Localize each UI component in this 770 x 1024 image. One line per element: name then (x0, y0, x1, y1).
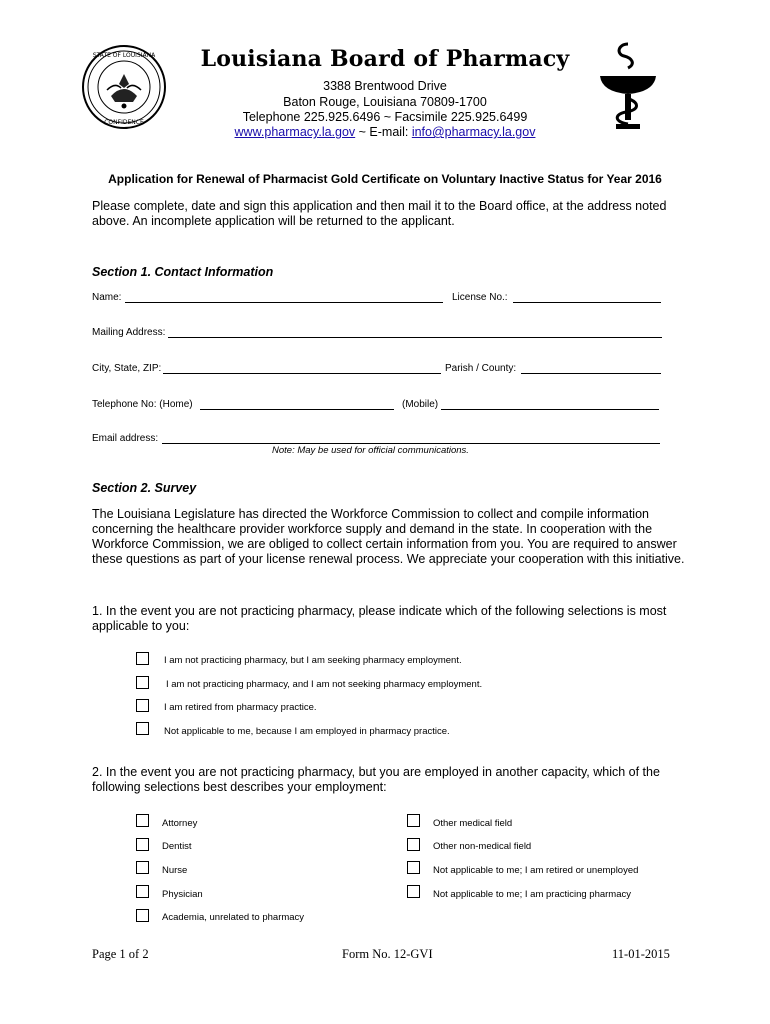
question-2: 2. In the event you are not practicing pharmacy, but you are employed in another capacity, which of the following selections best describes your employment: (92, 765, 660, 794)
svg-text:STATE OF LOUISIANA: STATE OF LOUISIANA (92, 52, 156, 59)
q2-retired-unemployed-label: Not applicable to me; I am retired or unemployed (433, 865, 639, 876)
email-address-field[interactable] (162, 443, 660, 444)
svg-text:CONFIDENCE: CONFIDENCE (104, 119, 144, 126)
q2-attorney-label: Attorney (162, 818, 198, 829)
q2-other-medical-label: Other medical field (433, 818, 513, 829)
page-number: Page 1 of 2 (92, 947, 149, 961)
email-address-label: Email address: (92, 433, 159, 444)
q2-academia-checkbox[interactable] (136, 909, 149, 922)
board-title: Louisiana Board of Pharmacy (200, 46, 570, 72)
q2-other-non-medical-checkbox[interactable] (407, 838, 420, 851)
phone-fax-line: Telephone 225.925.6496 ~ Facsimile 225.925.6499 (242, 110, 528, 124)
q1-option-1-label: I am not practicing pharmacy, but I am seeking pharmacy employment. (164, 655, 462, 666)
address-line-2: Baton Rouge, Louisiana 70809-1700 (283, 95, 487, 109)
q1-option-4-label: Not applicable to me, because I am employed in pharmacy practice. (164, 726, 450, 737)
email-separator: ~ E-mail: (355, 125, 412, 139)
section1-heading: Section 1. Contact Information (92, 265, 274, 279)
parish-county-label: Parish / County: (445, 363, 517, 374)
home-phone-field[interactable] (200, 409, 394, 410)
city-state-zip-field[interactable] (163, 373, 441, 374)
instructions: Please complete, date and sign this application and then mail it to the Board office, at the address noted above. An incomplete application will be returned to the applicant. (92, 199, 667, 228)
parish-county-field[interactable] (521, 373, 661, 374)
q1-option-1-checkbox[interactable] (136, 652, 149, 665)
q2-nurse-checkbox[interactable] (136, 861, 149, 874)
q2-practicing-pharmacy-checkbox[interactable] (407, 885, 420, 898)
form-number: Form No. 12-GVI (342, 947, 433, 961)
contact-links (0, 124, 770, 140)
email-note: Note: May be used for official communications. (272, 445, 469, 456)
section2-heading: Section 2. Survey (92, 481, 197, 495)
q1-option-3-checkbox[interactable] (136, 699, 149, 712)
q2-physician-label: Physician (162, 889, 203, 900)
city-state-zip-label: City, State, ZIP: (92, 363, 162, 374)
name-label: Name: (92, 292, 122, 303)
q2-physician-checkbox[interactable] (136, 885, 149, 898)
q1-option-2-label: I am not practicing pharmacy, and I am not seeking pharmacy employment. (166, 679, 483, 690)
mailing-address-label: Mailing Address: (92, 327, 166, 338)
email-link[interactable]: info@pharmacy.la.gov (411, 125, 536, 139)
q2-attorney-checkbox[interactable] (136, 814, 149, 827)
question-1: 1. In the event you are not practicing pharmacy, please indicate which of the following selections is most applicable to you: (92, 604, 667, 633)
q2-other-non-medical-label: Other non-medical field (433, 841, 532, 852)
website-link[interactable]: www.pharmacy.la.gov (234, 125, 356, 139)
q2-nurse-label: Nurse (162, 865, 188, 876)
q2-retired-unemployed-checkbox[interactable] (407, 861, 420, 874)
name-field[interactable] (125, 302, 443, 303)
address-line-1: 3388 Brentwood Drive (323, 79, 447, 93)
license-field[interactable] (513, 302, 661, 303)
q2-academia-label: Academia, unrelated to pharmacy (162, 912, 305, 923)
mobile-phone-label: (Mobile) (402, 399, 439, 410)
document-title: Application for Renewal of Pharmacist Gold Certificate on Voluntary Inactive Status for Year 2016 (108, 172, 662, 186)
mobile-phone-field[interactable] (441, 409, 659, 410)
form-date: 11-01-2015 (612, 947, 670, 961)
q2-practicing-pharmacy-label: Not applicable to me; I am practicing pharmacy (433, 889, 632, 900)
q1-option-2-checkbox[interactable] (136, 676, 149, 689)
q2-dentist-label: Dentist (162, 841, 192, 852)
home-phone-label: Telephone No: (Home) (92, 399, 193, 410)
q1-option-3-label: I am retired from pharmacy practice. (164, 702, 317, 713)
q2-other-medical-checkbox[interactable] (407, 814, 420, 827)
license-label: License No.: (452, 292, 508, 303)
mailing-address-field[interactable] (168, 337, 662, 338)
q2-dentist-checkbox[interactable] (136, 838, 149, 851)
survey-intro: The Louisiana Legislature has directed the Workforce Commission to collect and compile information concerning the healthcare provider workforce supply and demand in the state. In cooperation with the Workforce Commission, we are obliged to collect certain information from you. You are required to answer these questions as part of your license renewal process. We appreciate your cooperation with this initiative. (92, 507, 685, 566)
q1-option-4-checkbox[interactable] (136, 722, 149, 735)
